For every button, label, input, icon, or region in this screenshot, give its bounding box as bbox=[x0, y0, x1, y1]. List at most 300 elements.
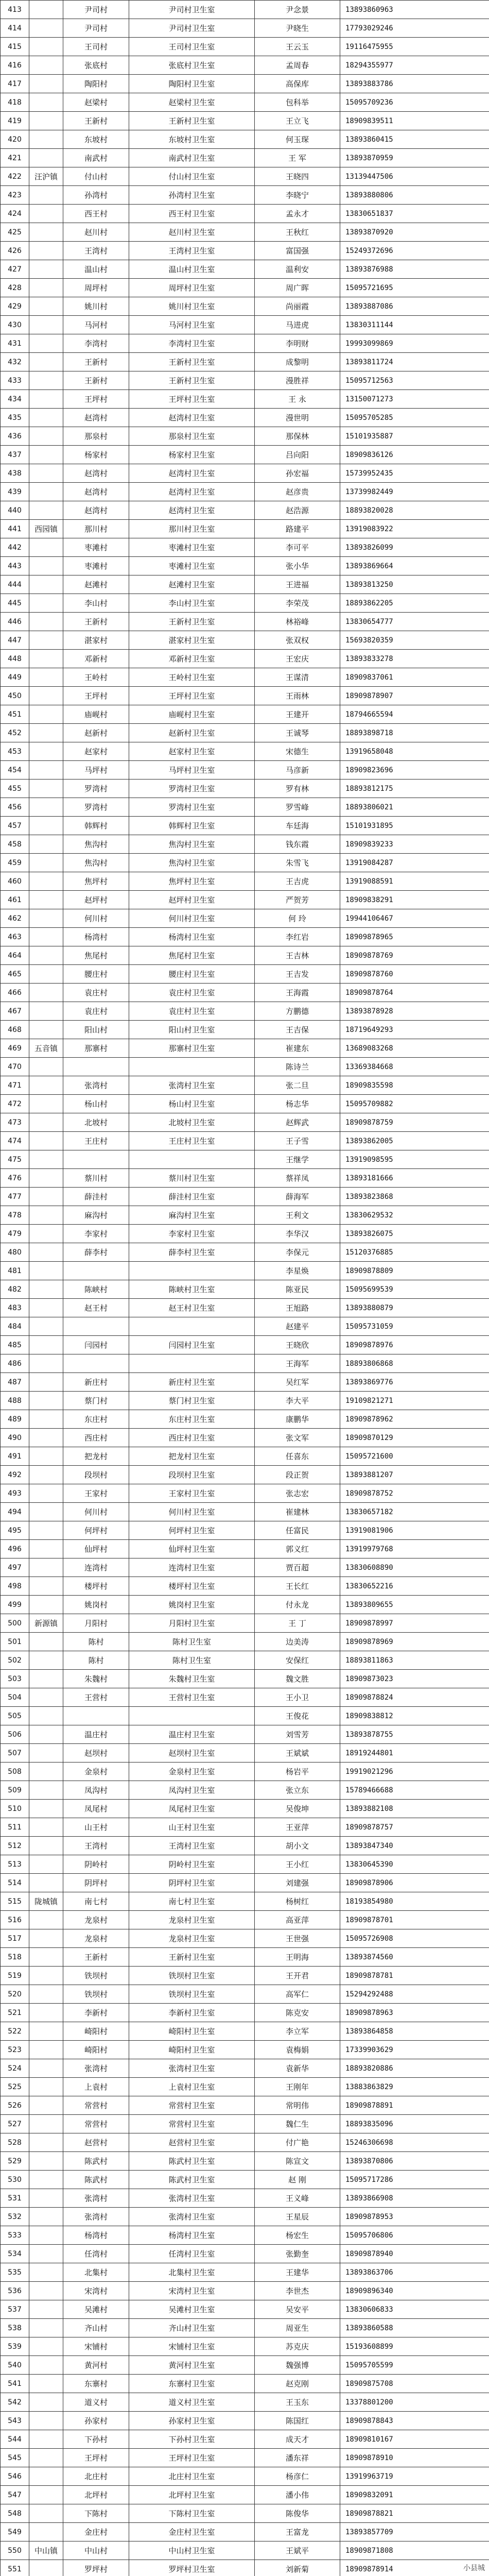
doctor-name-cell: 胡小文 bbox=[255, 1837, 340, 1855]
town-cell bbox=[29, 2059, 63, 2078]
town-cell bbox=[29, 2504, 63, 2523]
phone-cell: 13893883786 bbox=[340, 75, 489, 93]
village-cell: 阳山村 bbox=[63, 1021, 129, 1039]
town-cell bbox=[29, 75, 63, 93]
row-number: 443 bbox=[1, 557, 29, 575]
doctor-name-cell: 任喜东 bbox=[255, 1447, 340, 1466]
row-number: 430 bbox=[1, 316, 29, 334]
clinic-cell: 王坪村卫生室 bbox=[129, 687, 255, 705]
doctor-name-cell: 高军仁 bbox=[255, 1985, 340, 2004]
phone-cell: 13830311144 bbox=[340, 316, 489, 334]
village-cell: 李家村 bbox=[63, 1225, 129, 1243]
table-row bbox=[1, 965, 489, 984]
phone-cell: 18909896340 bbox=[340, 2282, 489, 2300]
clinic-cell: 常营村卫生室 bbox=[129, 2115, 255, 2133]
phone-cell: 18909838291 bbox=[340, 891, 489, 909]
clinic-cell: 黄河村卫生室 bbox=[129, 2356, 255, 2375]
table-row bbox=[1, 2078, 489, 2096]
doctor-name-cell: 张志宏 bbox=[255, 1484, 340, 1503]
phone-cell: 18909878752 bbox=[340, 1484, 489, 1503]
table-row bbox=[1, 1447, 489, 1466]
town-cell bbox=[29, 1762, 63, 1781]
phone-cell: 13893870959 bbox=[340, 149, 489, 167]
phone-cell: 18909839511 bbox=[340, 112, 489, 130]
table-row bbox=[1, 2319, 489, 2337]
table-row bbox=[1, 1781, 489, 1800]
phone-cell: 15693820359 bbox=[340, 631, 489, 650]
doctor-name-cell: 王刚年 bbox=[255, 2078, 340, 2096]
clinic-cell: 吴滩村卫生室 bbox=[129, 2300, 255, 2319]
village-cell: 王新村 bbox=[63, 613, 129, 631]
village-cell: 龙泉村 bbox=[63, 1911, 129, 1929]
table-row bbox=[1, 687, 489, 705]
doctor-name-cell: 高亚萍 bbox=[255, 1911, 340, 1929]
phone-cell: 13893863706 bbox=[340, 2263, 489, 2282]
village-cell: 仙坪村 bbox=[63, 1540, 129, 1558]
table-row bbox=[1, 1336, 489, 1354]
table-row bbox=[1, 1113, 489, 1132]
doctor-name-cell: 马彦新 bbox=[255, 761, 340, 779]
phone-cell: 18909875708 bbox=[340, 2375, 489, 2393]
row-number: 483 bbox=[1, 1299, 29, 1317]
table-row bbox=[1, 1670, 489, 1688]
clinic-cell: 陈村卫生室 bbox=[129, 1633, 255, 1651]
doctor-name-cell: 潘东祥 bbox=[255, 2449, 340, 2467]
table-row bbox=[1, 1892, 489, 1911]
clinic-cell: 陈武村卫生室 bbox=[129, 2152, 255, 2171]
clinic-cell: 赵湾村卫生室 bbox=[129, 464, 255, 483]
doctor-name-cell: 何 玲 bbox=[255, 909, 340, 928]
town-cell bbox=[29, 1521, 63, 1540]
row-number: 477 bbox=[1, 1188, 29, 1206]
phone-cell: 18294355977 bbox=[340, 56, 489, 75]
row-number: 454 bbox=[1, 761, 29, 779]
town-cell bbox=[29, 1410, 63, 1429]
row-number: 485 bbox=[1, 1336, 29, 1354]
table-row bbox=[1, 2504, 489, 2523]
clinic-cell: 薛李村卫生室 bbox=[129, 1243, 255, 1262]
row-number: 538 bbox=[1, 2319, 29, 2337]
doctor-name-cell: 周广晖 bbox=[255, 279, 340, 297]
phone-cell: 13830606833 bbox=[340, 2300, 489, 2319]
clinic-cell: 麻沟村卫生室 bbox=[129, 1206, 255, 1225]
doctor-name-cell: 段正贺 bbox=[255, 1466, 340, 1484]
clinic-cell: 下陈村卫生室 bbox=[129, 2504, 255, 2523]
table-row bbox=[1, 1911, 489, 1929]
town-cell bbox=[29, 575, 63, 594]
clinic-cell: 凤尾村卫生室 bbox=[129, 1800, 255, 1818]
clinic-cell: 杨家村卫生室 bbox=[129, 446, 255, 464]
doctor-name-cell: 李世杰 bbox=[255, 2282, 340, 2300]
doctor-name-cell: 陈宣文 bbox=[255, 2152, 340, 2171]
doctor-name-cell: 朱雪飞 bbox=[255, 854, 340, 872]
phone-cell: 18909810167 bbox=[340, 2430, 489, 2449]
village-cell: 月阳村 bbox=[63, 1614, 129, 1633]
clinic-cell: 王庄村卫生室 bbox=[129, 1132, 255, 1150]
village-cell: 阴坪村 bbox=[63, 1874, 129, 1892]
row-number: 480 bbox=[1, 1243, 29, 1262]
phone-cell: 13893880806 bbox=[340, 186, 489, 205]
village-cell: 龙泉村 bbox=[63, 1929, 129, 1948]
clinic-cell: 宋湾村卫生室 bbox=[129, 2282, 255, 2300]
table-row bbox=[1, 1225, 489, 1243]
clinic-cell: 那寨村卫生室 bbox=[129, 1039, 255, 1058]
phone-cell: 13893869776 bbox=[340, 1373, 489, 1392]
phone-cell: 18909870129 bbox=[340, 1429, 489, 1447]
table-row bbox=[1, 742, 489, 761]
phone-cell: 15193608899 bbox=[340, 2337, 489, 2356]
table-row bbox=[1, 798, 489, 817]
row-number: 457 bbox=[1, 817, 29, 835]
row-number: 465 bbox=[1, 965, 29, 984]
row-number: 470 bbox=[1, 1058, 29, 1076]
village-cell: 李山村 bbox=[63, 594, 129, 613]
phone-cell: 13830654777 bbox=[340, 613, 489, 631]
clinic-cell: 宋铺村卫生室 bbox=[129, 2337, 255, 2356]
clinic-cell: 枣滩村卫生室 bbox=[129, 557, 255, 575]
doctor-name-cell: 郭义红 bbox=[255, 1540, 340, 1558]
table-row bbox=[1, 2541, 489, 2560]
town-cell bbox=[29, 909, 63, 928]
doctor-name-cell: 王宏庆 bbox=[255, 650, 340, 668]
doctor-name-cell: 苏克庆 bbox=[255, 2337, 340, 2356]
table-row bbox=[1, 946, 489, 965]
row-number: 536 bbox=[1, 2282, 29, 2300]
clinic-cell: 张湾村卫生室 bbox=[129, 1076, 255, 1095]
village-cell: 西庄村 bbox=[63, 1429, 129, 1447]
row-number: 486 bbox=[1, 1354, 29, 1373]
clinic-cell: 薛洼村卫生室 bbox=[129, 1188, 255, 1206]
row-number: 440 bbox=[1, 501, 29, 520]
town-cell bbox=[29, 1150, 63, 1169]
village-cell: 蔡门村 bbox=[63, 1392, 129, 1410]
doctor-name-cell: 贾百超 bbox=[255, 1558, 340, 1577]
village-cell: 张湾村 bbox=[63, 2189, 129, 2208]
row-number: 473 bbox=[1, 1113, 29, 1132]
phone-cell: 18893820886 bbox=[340, 2059, 489, 2078]
clinic-cell: 上袁村卫生室 bbox=[129, 2078, 255, 2096]
clinic-cell: 北坡村卫生室 bbox=[129, 1113, 255, 1132]
table-row bbox=[1, 1076, 489, 1095]
table-row bbox=[1, 2245, 489, 2263]
town-cell bbox=[29, 390, 63, 409]
doctor-name-cell: 任富民 bbox=[255, 1521, 340, 1540]
doctor-name-cell: 王谋清 bbox=[255, 668, 340, 687]
phone-cell: 15120376885 bbox=[340, 1243, 489, 1262]
clinic-cell: 陶阳村卫生室 bbox=[129, 75, 255, 93]
clinic-cell: 铁坝村卫生室 bbox=[129, 1967, 255, 1985]
town-cell bbox=[29, 1985, 63, 2004]
clinic-cell: 焦尾村卫生室 bbox=[129, 946, 255, 965]
phone-cell: 15789466688 bbox=[340, 1781, 489, 1800]
phone-cell: 18909839233 bbox=[340, 835, 489, 854]
village-cell: 王湾村 bbox=[63, 1837, 129, 1855]
doctor-name-cell: 王海霞 bbox=[255, 984, 340, 1002]
row-number: 533 bbox=[1, 2226, 29, 2245]
doctor-name-cell: 富国强 bbox=[255, 242, 340, 260]
clinic-cell: 王坪村卫生室 bbox=[129, 2449, 255, 2467]
table-row bbox=[1, 427, 489, 446]
clinic-cell: 闫园村卫生室 bbox=[129, 1336, 255, 1354]
table-row bbox=[1, 2189, 489, 2208]
table-row bbox=[1, 1169, 489, 1188]
doctor-name-cell: 王开君 bbox=[255, 1967, 340, 1985]
row-number: 496 bbox=[1, 1540, 29, 1558]
table-row bbox=[1, 984, 489, 1002]
clinic-cell: 王营村卫生室 bbox=[129, 1688, 255, 1707]
doctor-name-cell: 赵 刚 bbox=[255, 2171, 340, 2189]
table-row bbox=[1, 1744, 489, 1762]
clinic-cell: 焦坪村卫生室 bbox=[129, 872, 255, 891]
clinic-cell: 仙坪村卫生室 bbox=[129, 1540, 255, 1558]
row-number: 468 bbox=[1, 1021, 29, 1039]
village-cell bbox=[63, 1317, 129, 1336]
doctor-name-cell: 陈亚民 bbox=[255, 1280, 340, 1299]
village-cell: 闫园村 bbox=[63, 1336, 129, 1354]
phone-cell: 13739982449 bbox=[340, 483, 489, 501]
village-cell: 东庄村 bbox=[63, 1410, 129, 1429]
village-cell: 金庄村 bbox=[63, 2523, 129, 2541]
village-cell: 王营村 bbox=[63, 1688, 129, 1707]
village-cell: 铁坝村 bbox=[63, 1985, 129, 2004]
row-number: 436 bbox=[1, 427, 29, 446]
town-cell bbox=[29, 835, 63, 854]
table-row bbox=[1, 1392, 489, 1410]
village-cell bbox=[63, 1150, 129, 1169]
row-number: 501 bbox=[1, 1633, 29, 1651]
table-row bbox=[1, 2096, 489, 2115]
village-cell: 王坪村 bbox=[63, 2449, 129, 2467]
phone-cell: 17339903629 bbox=[340, 2041, 489, 2059]
table-row bbox=[1, 353, 489, 371]
doctor-name-cell: 严贺芳 bbox=[255, 891, 340, 909]
clinic-cell: 王坪村卫生室 bbox=[129, 390, 255, 409]
village-cell: 焦尾村 bbox=[63, 946, 129, 965]
phone-cell: 18193854980 bbox=[340, 1892, 489, 1911]
row-number: 463 bbox=[1, 928, 29, 946]
table-row bbox=[1, 223, 489, 242]
town-cell bbox=[29, 928, 63, 946]
doctor-name-cell: 王云玉 bbox=[255, 38, 340, 56]
village-cell: 赵坝村 bbox=[63, 1744, 129, 1762]
doctor-name-cell: 刘雪芳 bbox=[255, 1725, 340, 1744]
village-cell: 王庄村 bbox=[63, 1132, 129, 1150]
town-cell bbox=[29, 2467, 63, 2486]
doctor-name-cell: 孙宏福 bbox=[255, 464, 340, 483]
clinic-cell: 付山村卫生室 bbox=[129, 167, 255, 186]
phone-cell: 17793029246 bbox=[340, 19, 489, 38]
clinic-cell: 齐山村卫生室 bbox=[129, 2319, 255, 2337]
phone-cell: 13369384668 bbox=[340, 1058, 489, 1076]
town-cell: 新源镇 bbox=[29, 1614, 63, 1633]
village-cell: 吴滩村 bbox=[63, 2300, 129, 2319]
table-row bbox=[1, 501, 489, 520]
row-number: 541 bbox=[1, 2375, 29, 2393]
village-cell: 温山村 bbox=[63, 260, 129, 279]
doctor-name-cell: 王 永 bbox=[255, 390, 340, 409]
phone-cell: 15095726908 bbox=[340, 1929, 489, 1948]
village-cell: 上袁村 bbox=[63, 2078, 129, 2096]
clinic-cell: 北庄村卫生室 bbox=[129, 2467, 255, 2486]
phone-cell: 13919979768 bbox=[340, 1540, 489, 1558]
town-cell bbox=[29, 1132, 63, 1150]
clinic-cell: 枣滩村卫生室 bbox=[129, 538, 255, 557]
row-number: 495 bbox=[1, 1521, 29, 1540]
clinic-cell: 王新村卫生室 bbox=[129, 371, 255, 390]
clinic-cell: 张湾村卫生室 bbox=[129, 2059, 255, 2078]
table-row bbox=[1, 2356, 489, 2375]
phone-cell: 18893811863 bbox=[340, 1651, 489, 1670]
clinic-cell: 陈村卫生室 bbox=[129, 1651, 255, 1670]
doctor-name-cell: 王秋红 bbox=[255, 223, 340, 242]
town-cell bbox=[29, 1558, 63, 1577]
village-cell: 凤尾村 bbox=[63, 1800, 129, 1818]
phone-cell: 13893847340 bbox=[340, 1837, 489, 1855]
clinic-cell bbox=[129, 1354, 255, 1373]
town-cell bbox=[29, 1633, 63, 1651]
town-cell bbox=[29, 742, 63, 761]
clinic-cell: 李湾村卫生室 bbox=[129, 334, 255, 353]
town-cell bbox=[29, 56, 63, 75]
village-cell: 赵营村 bbox=[63, 2133, 129, 2152]
clinic-cell: 把龙村卫生室 bbox=[129, 1447, 255, 1466]
clinic-cell: 山王村卫生室 bbox=[129, 1818, 255, 1837]
town-cell bbox=[29, 427, 63, 446]
table-row bbox=[1, 575, 489, 594]
row-number: 419 bbox=[1, 112, 29, 130]
village-cell: 焦坪村 bbox=[63, 872, 129, 891]
town-cell bbox=[29, 2523, 63, 2541]
doctor-name-cell: 王立飞 bbox=[255, 112, 340, 130]
village-cell: 湛家村 bbox=[63, 631, 129, 650]
town-cell bbox=[29, 1095, 63, 1113]
row-number: 526 bbox=[1, 2096, 29, 2115]
table-row bbox=[1, 1039, 489, 1058]
row-number: 438 bbox=[1, 464, 29, 483]
table-row bbox=[1, 1929, 489, 1948]
row-number: 448 bbox=[1, 650, 29, 668]
table-row bbox=[1, 668, 489, 687]
village-cell: 付山村 bbox=[63, 167, 129, 186]
phone-cell: 13893881207 bbox=[340, 1466, 489, 1484]
table-row bbox=[1, 2337, 489, 2356]
table-row bbox=[1, 1243, 489, 1262]
phone-cell: 13893860963 bbox=[340, 1, 489, 19]
doctor-name-cell: 王明海 bbox=[255, 1948, 340, 1967]
clinic-cell: 袁庄村卫生室 bbox=[129, 1002, 255, 1021]
clinic-cell: 下孙村卫生室 bbox=[129, 2430, 255, 2449]
doctor-name-cell: 杨志华 bbox=[255, 1095, 340, 1113]
town-cell bbox=[29, 38, 63, 56]
doctor-name-cell: 常明伟 bbox=[255, 2096, 340, 2115]
phone-cell: 13893862005 bbox=[340, 1132, 489, 1150]
row-number: 504 bbox=[1, 1688, 29, 1707]
clinic-cell: 崎阳村卫生室 bbox=[129, 2041, 255, 2059]
phone-cell: 18893812175 bbox=[340, 779, 489, 798]
row-number: 450 bbox=[1, 687, 29, 705]
town-cell bbox=[29, 2560, 63, 2576]
phone-cell: 19919021296 bbox=[340, 1762, 489, 1781]
row-number: 488 bbox=[1, 1392, 29, 1410]
village-cell: 马坪村 bbox=[63, 761, 129, 779]
phone-cell: 18909878906 bbox=[340, 1874, 489, 1892]
town-cell bbox=[29, 1002, 63, 1021]
doctor-name-cell: 吕向阳 bbox=[255, 446, 340, 464]
row-number: 523 bbox=[1, 2041, 29, 2059]
phone-cell: 13150071273 bbox=[340, 390, 489, 409]
town-cell bbox=[29, 2004, 63, 2022]
clinic-cell: 李山村卫生室 bbox=[129, 594, 255, 613]
doctor-name-cell: 何玉琛 bbox=[255, 130, 340, 149]
row-number: 518 bbox=[1, 1948, 29, 1967]
phone-cell: 13919963719 bbox=[340, 2467, 489, 2486]
row-number: 516 bbox=[1, 1911, 29, 1929]
clinic-cell: 段坝村卫生室 bbox=[129, 1466, 255, 1484]
town-cell bbox=[29, 965, 63, 984]
doctor-name-cell: 王继学 bbox=[255, 1150, 340, 1169]
row-number: 420 bbox=[1, 130, 29, 149]
clinic-cell: 王新村卫生室 bbox=[129, 1948, 255, 1967]
village-cell: 中山村 bbox=[63, 2541, 129, 2560]
village-cell: 赵滩村 bbox=[63, 575, 129, 594]
table-row bbox=[1, 613, 489, 631]
table-row bbox=[1, 2449, 489, 2467]
clinic-cell: 李家村卫生室 bbox=[129, 1225, 255, 1243]
village-cell: 周坪村 bbox=[63, 279, 129, 297]
clinic-cell: 罗湾村卫生室 bbox=[129, 798, 255, 817]
table-row bbox=[1, 2041, 489, 2059]
table-row bbox=[1, 1762, 489, 1781]
row-number: 474 bbox=[1, 1132, 29, 1150]
village-cell: 铁坝村 bbox=[63, 1967, 129, 1985]
row-number: 417 bbox=[1, 75, 29, 93]
doctor-name-cell: 魏强博 bbox=[255, 2356, 340, 2375]
clinic-cell: 王新村卫生室 bbox=[129, 613, 255, 631]
table-row bbox=[1, 1874, 489, 1892]
village-cell: 尹司村 bbox=[63, 19, 129, 38]
doctor-name-cell: 罗雪峰 bbox=[255, 798, 340, 817]
town-cell bbox=[29, 1076, 63, 1095]
phone-cell: 13830657182 bbox=[340, 1503, 489, 1521]
row-number: 528 bbox=[1, 2133, 29, 2152]
row-number: 453 bbox=[1, 742, 29, 761]
row-number: 551 bbox=[1, 2560, 29, 2576]
village-cell: 王湾村 bbox=[63, 242, 129, 260]
phone-cell: 18909878843 bbox=[340, 2412, 489, 2430]
table-row bbox=[1, 2282, 489, 2300]
row-number: 492 bbox=[1, 1466, 29, 1484]
doctor-name-cell: 康鹏华 bbox=[255, 1410, 340, 1429]
phone-cell: 15246306698 bbox=[340, 2133, 489, 2152]
phone-cell: 15101931895 bbox=[340, 817, 489, 835]
town-cell bbox=[29, 353, 63, 371]
phone-cell: 18909878997 bbox=[340, 1614, 489, 1633]
doctor-name-cell: 王晓四 bbox=[255, 167, 340, 186]
clinic-cell: 那川村卫生室 bbox=[129, 520, 255, 538]
village-cell: 袁庄村 bbox=[63, 984, 129, 1002]
village-cell: 北集村 bbox=[63, 2263, 129, 2282]
town-cell bbox=[29, 1781, 63, 1800]
table-row bbox=[1, 2208, 489, 2226]
village-cell: 王新村 bbox=[63, 353, 129, 371]
town-cell bbox=[29, 1855, 63, 1874]
doctor-name-cell: 成黎明 bbox=[255, 353, 340, 371]
phone-cell: 13893880879 bbox=[340, 1299, 489, 1317]
table-row bbox=[1, 297, 489, 316]
town-cell bbox=[29, 297, 63, 316]
clinic-cell: 温庄村卫生室 bbox=[129, 1725, 255, 1744]
doctor-name-cell: 王星辰 bbox=[255, 2208, 340, 2226]
